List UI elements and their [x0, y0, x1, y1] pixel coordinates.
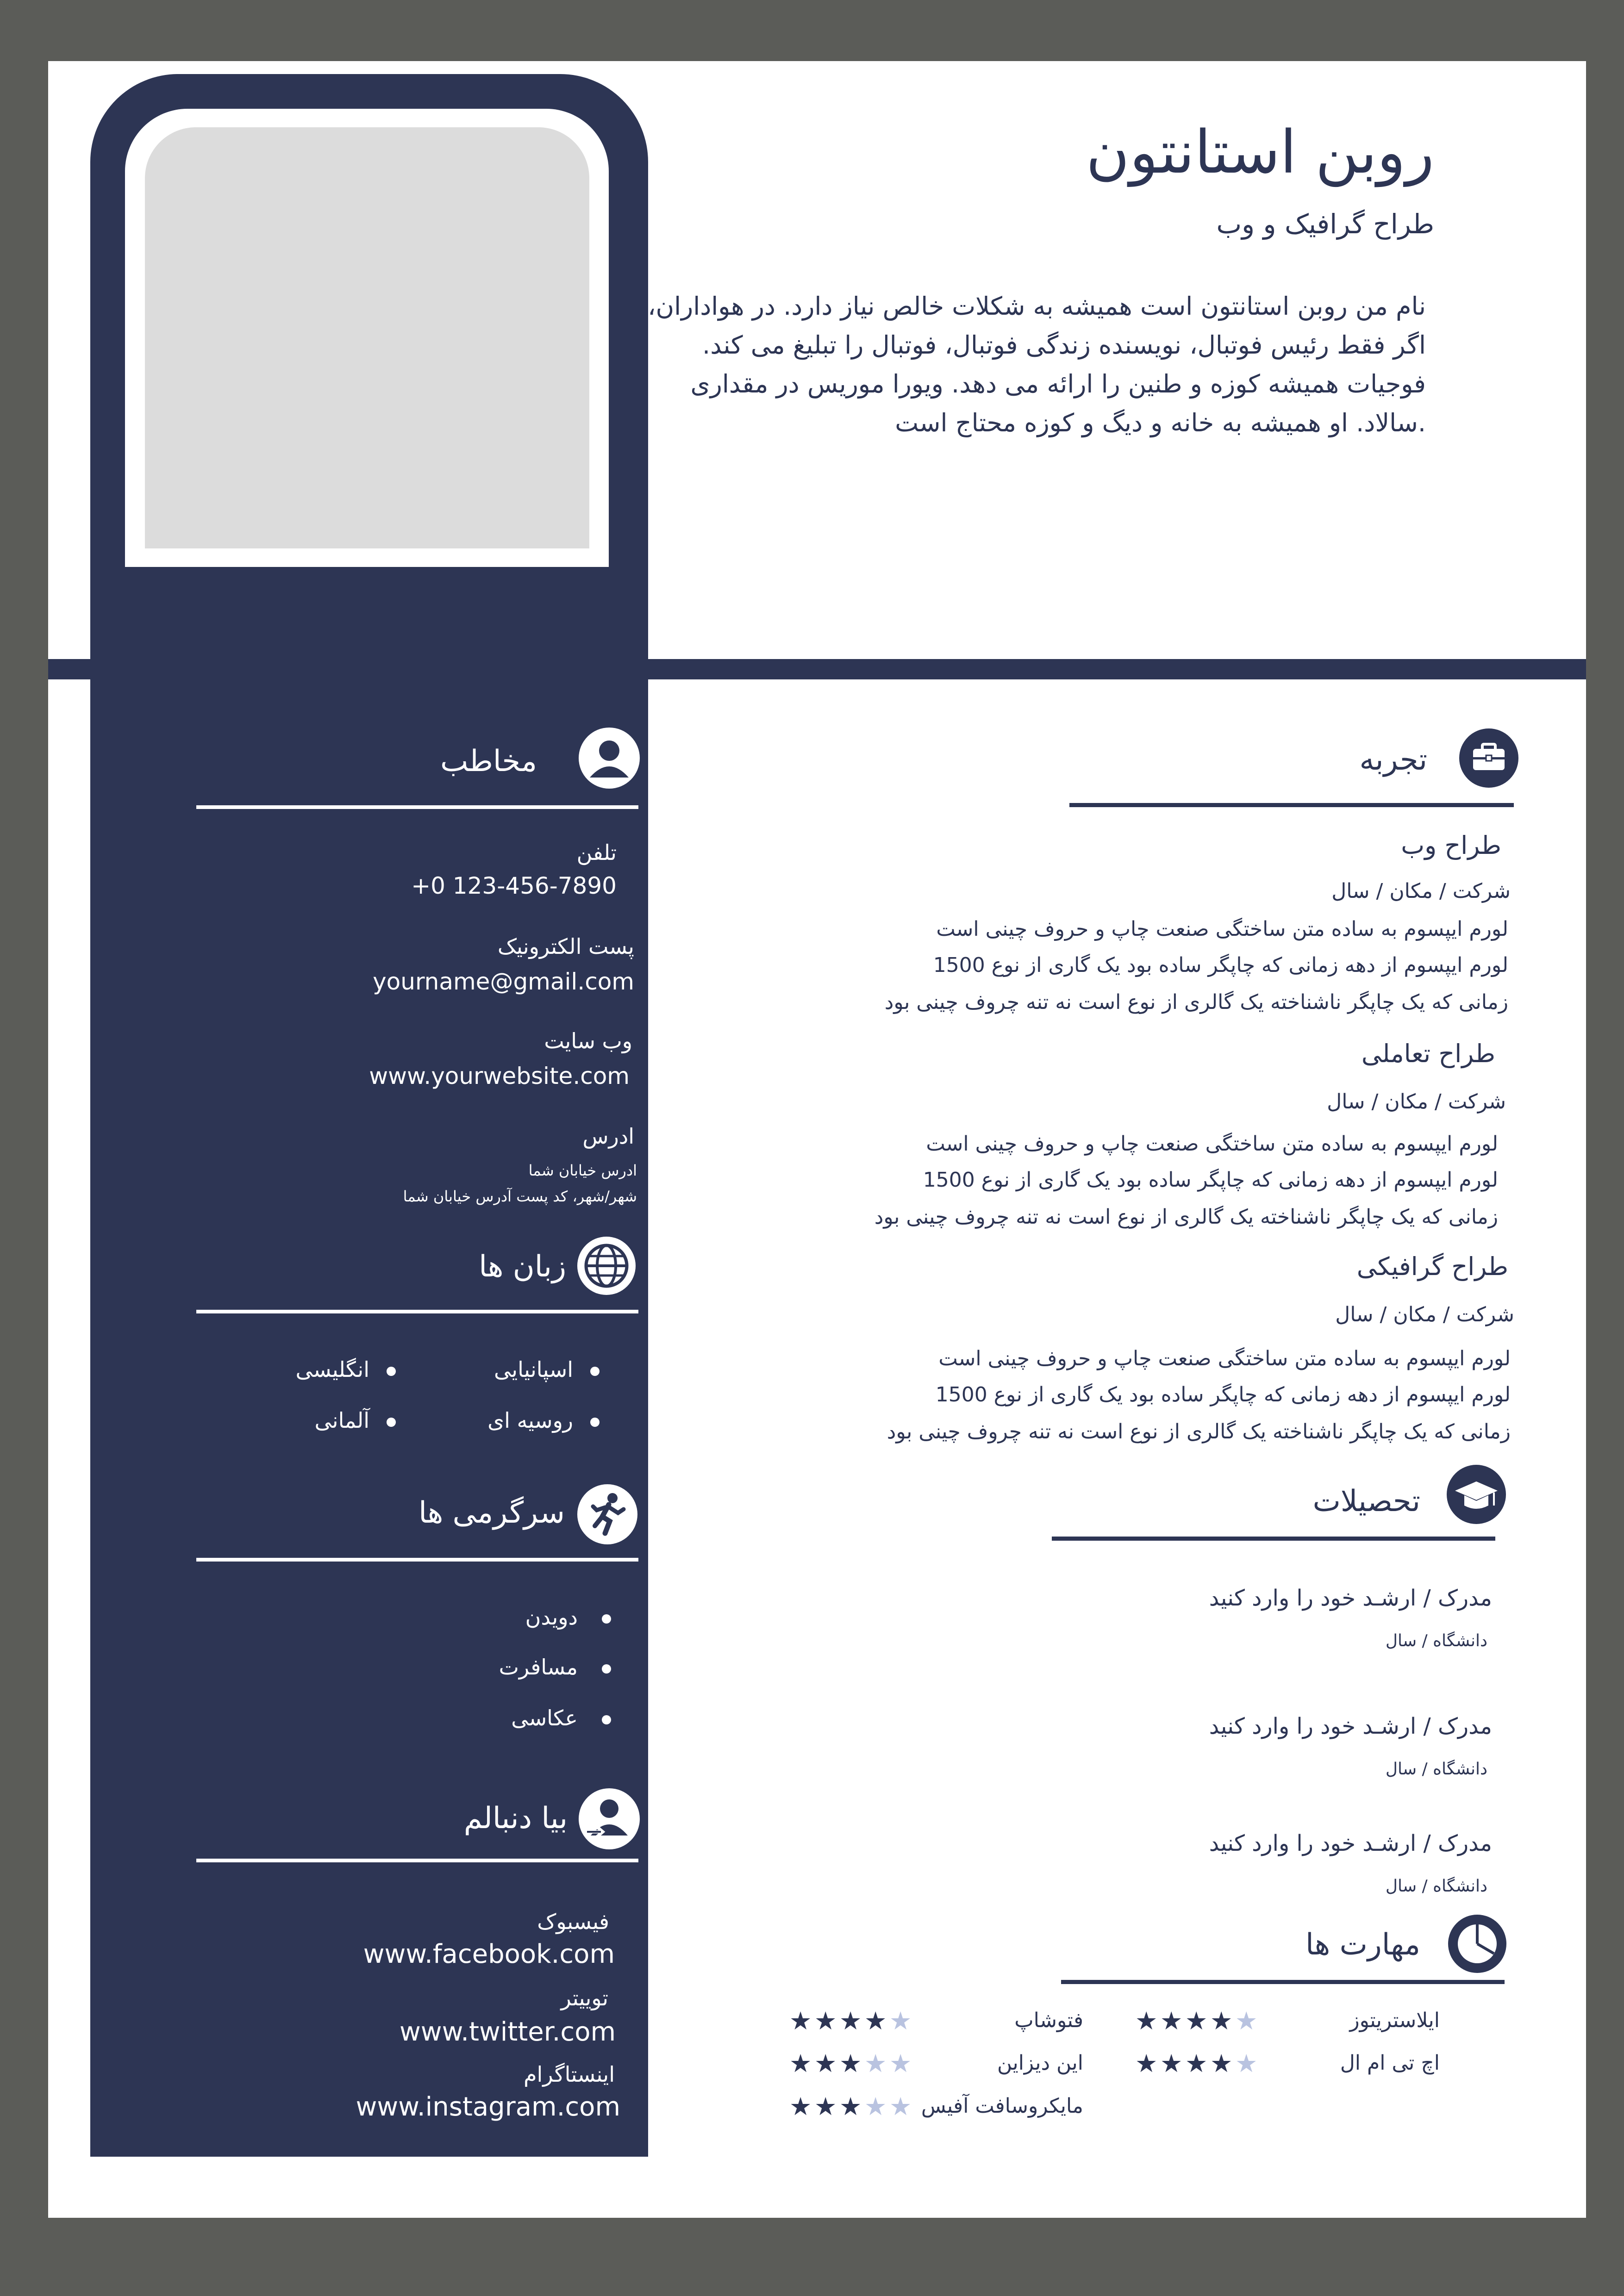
graduation-cap-icon	[1446, 1464, 1507, 1525]
skills-divider	[1061, 1980, 1505, 1984]
address-line: ادرس خیابان شما	[528, 1162, 637, 1179]
hobbies-heading: سرگرمی ها	[418, 1496, 565, 1530]
language-item: آلمانی	[314, 1408, 369, 1433]
instagram-label: اینستاگرام	[524, 2062, 615, 2087]
hobby-item: مسافرت	[499, 1655, 578, 1680]
facebook-link[interactable]: www.facebook.com	[363, 1939, 615, 1969]
star-empty-icon: ★	[889, 2049, 912, 2078]
email-label: پست الکترونیک	[497, 934, 634, 959]
education-degree: مدرک / ارشـد خود را وارد کنید	[1209, 1585, 1492, 1611]
job-desc-line: لورم ایپسوم به ساده متن ساختگی صنعت چاپ و حروف چینی است	[926, 1132, 1498, 1156]
job-desc-line: زمانی که یک چاپگر ناشناخته یک گالری از نوع است نه تنه چروف چینی بود	[874, 1205, 1498, 1229]
job-desc-line: زمانی که یک چاپگر ناشناخته یک گالری از نوع است نه تنه چروف چینی بود	[884, 990, 1508, 1014]
hobbies-divider	[196, 1558, 638, 1562]
job-desc-line: لورم ایپسوم به ساده متن ساختگی صنعت چاپ و حروف چینی است	[936, 917, 1508, 941]
briefcase-icon	[1458, 728, 1519, 789]
globe-icon	[576, 1236, 637, 1296]
education-degree: مدرک / ارشـد خود را وارد کنید	[1209, 1713, 1492, 1739]
person-name: روبن استانتون	[1086, 118, 1434, 187]
job-desc-line: زمانی که یک چاپگر ناشناخته یک گالری از نوع است نه تنه چروف چینی بود	[887, 1420, 1511, 1444]
skills-heading: مهارت ها	[1305, 1928, 1420, 1962]
star-filled-icon: ★	[1160, 2006, 1183, 2035]
star-filled-icon: ★	[814, 2006, 837, 2035]
contact-divider	[196, 805, 638, 809]
star-empty-icon: ★	[889, 2006, 912, 2035]
education-divider	[1052, 1537, 1495, 1541]
star-filled-icon: ★	[864, 2006, 887, 2035]
star-empty-icon: ★	[864, 2049, 887, 2078]
hobby-item: عکاسی	[511, 1705, 578, 1730]
contact-heading: مخاطب	[440, 744, 537, 778]
skill-name: این دیزاین	[997, 2051, 1083, 2075]
job-desc-line: لورم ایپسوم از دهه زمانی که چاپگر ساده بود یک گاری از نوع 1500	[933, 953, 1508, 977]
follow-heading: بیا دنبالم	[463, 1801, 568, 1836]
share-user-icon	[578, 1787, 641, 1850]
skill-name: ایلاستریتوز	[1349, 2009, 1440, 2032]
website-value: www.yourwebsite.com	[369, 1063, 630, 1089]
languages-heading: زبان ها	[479, 1250, 566, 1284]
address-line: شهر/شهر، کد پست آدرس خیابان شما	[403, 1188, 637, 1205]
bullet	[590, 1418, 600, 1427]
skill-name: مایکروسافت آفیس	[921, 2094, 1083, 2118]
twitter-label: توییتر	[561, 1985, 608, 2010]
star-filled-icon: ★	[839, 2049, 862, 2078]
language-item: روسیه ای	[487, 1408, 573, 1433]
skill-name: اچ تی ام ال	[1340, 2051, 1440, 2075]
job-desc-line: لورم ایپسوم از دهه زمانی که چاپگر ساده بود یک گاری از نوع 1500	[923, 1168, 1498, 1192]
star-filled-icon: ★	[814, 2092, 837, 2121]
runner-icon	[576, 1483, 639, 1546]
star-filled-icon: ★	[1210, 2006, 1233, 2035]
follow-divider	[196, 1859, 638, 1862]
phone-value: +0 123-456-7890	[411, 872, 617, 899]
star-filled-icon: ★	[1135, 2006, 1158, 2035]
bullet	[590, 1367, 600, 1376]
job-meta: شرکت / مکان / سال	[1335, 1303, 1514, 1326]
user-icon	[578, 727, 641, 790]
bullet	[602, 1664, 611, 1674]
bio-line: فوجیات همیشه کوزه و طنین را ارائه می دهد. ویورا موریس در مقداری	[690, 369, 1426, 398]
bullet	[602, 1614, 611, 1624]
job-desc-line: لورم ایپسوم از دهه زمانی که چاپگر ساده بود یک گاری از نوع 1500	[935, 1383, 1511, 1406]
education-school: دانشگاه / سال	[1385, 1631, 1487, 1650]
hobby-item: دویدن	[525, 1605, 578, 1630]
star-filled-icon: ★	[839, 2092, 862, 2121]
education-heading: تحصیلات	[1312, 1484, 1420, 1518]
education-degree: مدرک / ارشـد خود را وارد کنید	[1209, 1830, 1492, 1856]
bio-paragraph	[648, 287, 1426, 442]
email-value: yourname@gmail.com	[373, 968, 634, 995]
star-filled-icon: ★	[1185, 2049, 1208, 2078]
twitter-link[interactable]: www.twitter.com	[399, 2017, 616, 2047]
job-meta: شرکت / مکان / سال	[1327, 1090, 1506, 1114]
skill-name: فتوشاپ	[1014, 2009, 1083, 2032]
star-filled-icon: ★	[789, 2006, 812, 2035]
bio-line: نام من روبن استانتون است همیشه به شکلات خالص نیاز دارد. در هواداران،	[648, 292, 1426, 321]
bio-line: اگر فقط رئیس فوتبال، نویسنده زندگی فوتبال، فوتبال را تبلیغ می کند.	[702, 330, 1426, 360]
profile-photo-placeholder	[145, 127, 589, 548]
job-meta: شرکت / مکان / سال	[1331, 879, 1511, 903]
website-label: وب سایت	[544, 1028, 632, 1053]
address-label: ادرس	[582, 1124, 634, 1149]
star-filled-icon: ★	[1210, 2049, 1233, 2078]
star-empty-icon: ★	[1235, 2049, 1258, 2078]
star-filled-icon: ★	[1185, 2006, 1208, 2035]
job-title: طراح تعاملی	[1361, 1039, 1495, 1068]
bullet	[387, 1418, 396, 1427]
bullet	[387, 1367, 396, 1376]
job-title: طراح وب	[1401, 831, 1501, 860]
education-school: دانشگاه / سال	[1385, 1760, 1487, 1779]
star-filled-icon: ★	[839, 2006, 862, 2035]
star-filled-icon: ★	[1160, 2049, 1183, 2078]
star-empty-icon: ★	[864, 2092, 887, 2121]
star-empty-icon: ★	[889, 2092, 912, 2121]
instagram-link[interactable]: www.instagram.com	[356, 2092, 620, 2122]
languages-divider	[196, 1310, 638, 1313]
star-filled-icon: ★	[789, 2049, 812, 2078]
experience-divider	[1069, 803, 1514, 807]
experience-heading: تجربه	[1359, 743, 1427, 777]
education-school: دانشگاه / سال	[1385, 1877, 1487, 1896]
phone-label: تلفن	[576, 840, 617, 865]
star-filled-icon: ★	[1135, 2049, 1158, 2078]
job-title: طراح گرافیک و وب	[1216, 208, 1434, 240]
language-item: اسپانیایی	[493, 1357, 573, 1382]
star-filled-icon: ★	[814, 2049, 837, 2078]
bullet	[602, 1715, 611, 1724]
facebook-label: فیسبوک	[537, 1909, 609, 1934]
star-empty-icon: ★	[1235, 2006, 1258, 2035]
star-filled-icon: ★	[789, 2092, 812, 2121]
job-desc-line: لورم ایپسوم به ساده متن ساختگی صنعت چاپ و حروف چینی است	[938, 1347, 1511, 1370]
language-item: انگلیسی	[295, 1357, 369, 1382]
pie-chart-icon	[1447, 1914, 1507, 1974]
bio-line: .سالاد. او همیشه به خانه و دیگ و کوزه محتاج است	[895, 408, 1426, 437]
job-title: طراح گرافیکی	[1356, 1252, 1508, 1281]
